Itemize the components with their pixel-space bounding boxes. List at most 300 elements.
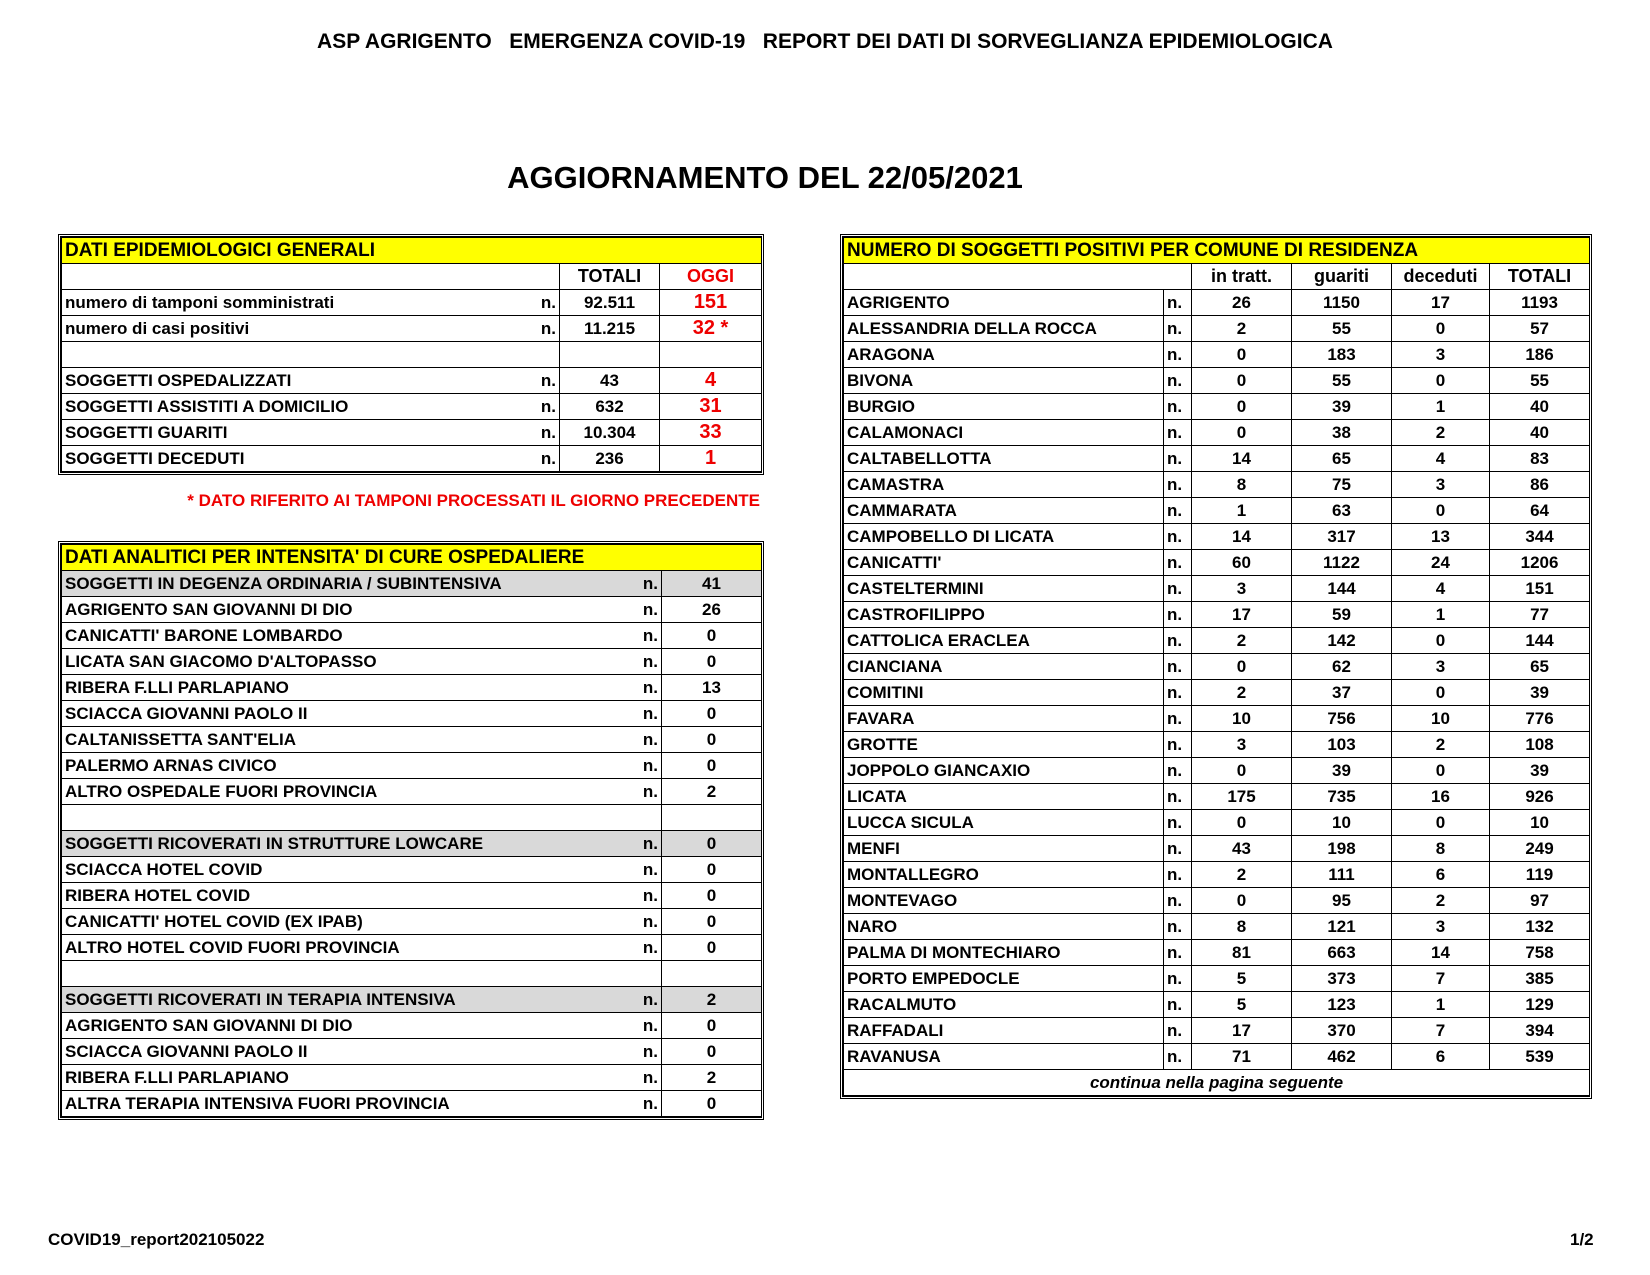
value-deceduti: 2: [1392, 732, 1490, 758]
row-label: LICATA SAN GIACOMO D'ALTOPASSO: [62, 649, 627, 675]
col-deceduti-header: deceduti: [1392, 264, 1490, 290]
value-in-tratt: 0: [1192, 758, 1292, 784]
value-guariti: 370: [1292, 1018, 1392, 1044]
value-totali: 539: [1490, 1044, 1590, 1070]
municipality-row: [844, 888, 1590, 914]
row-totali: 10.304: [560, 420, 660, 446]
value-deceduti: 3: [1392, 472, 1490, 498]
value-totali: 10: [1490, 810, 1590, 836]
value-guariti: 1150: [1292, 290, 1392, 316]
municipality-row: [844, 1018, 1590, 1044]
row-unit: n.: [1164, 628, 1192, 654]
value-in-tratt: 2: [1192, 316, 1292, 342]
row-unit: n.: [532, 290, 560, 316]
general-data-table: [58, 234, 764, 475]
row-value: 2: [662, 779, 762, 805]
value-guariti: 55: [1292, 316, 1392, 342]
row-unit: n.: [1164, 316, 1192, 342]
value-totali: 1193: [1490, 290, 1590, 316]
municipal-data-title: NUMERO DI SOGGETTI POSITIVI PER COMUNE DI RESIDENZA: [844, 238, 1590, 264]
row-unit: n.: [627, 909, 662, 935]
value-in-tratt: 2: [1192, 628, 1292, 654]
value-guariti: 198: [1292, 836, 1392, 862]
value-in-tratt: 2: [1192, 680, 1292, 706]
row-label: SCIACCA GIOVANNI PAOLO II: [62, 1039, 627, 1065]
row-unit: n.: [627, 1065, 662, 1091]
row-unit: n.: [1164, 420, 1192, 446]
municipality-name: MONTEVAGO: [844, 888, 1164, 914]
row-label: SOGGETTI DECEDUTI: [62, 446, 532, 472]
value-guariti: 95: [1292, 888, 1392, 914]
row-unit: n.: [1164, 784, 1192, 810]
general-row: [62, 368, 762, 394]
value-totali: 186: [1490, 342, 1590, 368]
value-totali: 108: [1490, 732, 1590, 758]
value-deceduti: 7: [1392, 1018, 1490, 1044]
continue-row: [844, 1070, 1590, 1096]
row-unit: n.: [1164, 524, 1192, 550]
row-unit: n.: [1164, 758, 1192, 784]
row-unit: n.: [1164, 550, 1192, 576]
value-totali: 144: [1490, 628, 1590, 654]
value-in-tratt: 0: [1192, 368, 1292, 394]
value-in-tratt: 14: [1192, 524, 1292, 550]
municipality-row: [844, 446, 1590, 472]
value-guariti: 103: [1292, 732, 1392, 758]
row-unit: n.: [1164, 914, 1192, 940]
row-label: SCIACCA HOTEL COVID: [62, 857, 627, 883]
value-guariti: 735: [1292, 784, 1392, 810]
municipality-row: [844, 654, 1590, 680]
col-guariti-header: guariti: [1292, 264, 1392, 290]
row-unit: n.: [1164, 992, 1192, 1018]
row-label: CALTANISSETTA SANT'ELIA: [62, 727, 627, 753]
value-in-tratt: 0: [1192, 394, 1292, 420]
row-oggi: [660, 342, 762, 368]
continue-note: continua nella pagina seguente: [844, 1070, 1590, 1096]
value-in-tratt: 1: [1192, 498, 1292, 524]
hospital-row: [62, 935, 762, 961]
value-guariti: 373: [1292, 966, 1392, 992]
value-guariti: 75: [1292, 472, 1392, 498]
hospital-row: [62, 675, 762, 701]
row-totali: 11.215: [560, 316, 660, 342]
value-in-tratt: 71: [1192, 1044, 1292, 1070]
value-guariti: 65: [1292, 446, 1392, 472]
general-row: [62, 420, 762, 446]
municipality-row: [844, 992, 1590, 1018]
value-in-tratt: 26: [1192, 290, 1292, 316]
municipality-row: [844, 316, 1590, 342]
value-guariti: 756: [1292, 706, 1392, 732]
hospital-data-table: [58, 541, 764, 1120]
municipality-name: LUCCA SICULA: [844, 810, 1164, 836]
value-in-tratt: 0: [1192, 654, 1292, 680]
municipality-name: AGRIGENTO: [844, 290, 1164, 316]
value-deceduti: 4: [1392, 446, 1490, 472]
hospital-row: [62, 1065, 762, 1091]
value-guariti: 111: [1292, 862, 1392, 888]
row-unit: n.: [1164, 966, 1192, 992]
row-unit: n.: [627, 1013, 662, 1039]
municipality-row: [844, 1044, 1590, 1070]
row-value: 26: [662, 597, 762, 623]
hospital-row: [62, 857, 762, 883]
row-unit: n.: [532, 446, 560, 472]
value-totali: 758: [1490, 940, 1590, 966]
row-unit: n.: [627, 857, 662, 883]
row-unit: n.: [627, 623, 662, 649]
value-totali: 249: [1490, 836, 1590, 862]
value-in-tratt: 14: [1192, 446, 1292, 472]
row-label: RIBERA F.LLI PARLAPIANO: [62, 675, 627, 701]
value-deceduti: 6: [1392, 862, 1490, 888]
row-label: SOGGETTI ASSISTITI A DOMICILIO: [62, 394, 532, 420]
municipality-row: [844, 576, 1590, 602]
value-in-tratt: 81: [1192, 940, 1292, 966]
row-unit: n.: [627, 597, 662, 623]
row-unit: n.: [627, 649, 662, 675]
row-label: AGRIGENTO SAN GIOVANNI DI DIO: [62, 597, 627, 623]
value-deceduti: 0: [1392, 758, 1490, 784]
value-totali: 394: [1490, 1018, 1590, 1044]
municipality-row: [844, 420, 1590, 446]
value-deceduti: 0: [1392, 368, 1490, 394]
municipality-name: CATTOLICA ERACLEA: [844, 628, 1164, 654]
row-unit: n.: [1164, 654, 1192, 680]
col-totali-header: TOTALI: [560, 264, 660, 290]
value-deceduti: 1: [1392, 394, 1490, 420]
value-deceduti: 2: [1392, 420, 1490, 446]
col-totali-header: TOTALI: [1490, 264, 1590, 290]
hospital-row: [62, 701, 762, 727]
row-unit: n.: [1164, 498, 1192, 524]
row-unit: n.: [532, 316, 560, 342]
municipality-row: [844, 732, 1590, 758]
value-in-tratt: 43: [1192, 836, 1292, 862]
municipality-row: [844, 550, 1590, 576]
value-deceduti: 17: [1392, 290, 1490, 316]
value-guariti: 63: [1292, 498, 1392, 524]
row-label: RIBERA HOTEL COVID: [62, 883, 627, 909]
row-label: PALERMO ARNAS CIVICO: [62, 753, 627, 779]
row-unit: n.: [627, 883, 662, 909]
row-label: ALTRA TERAPIA INTENSIVA FUORI PROVINCIA: [62, 1091, 627, 1117]
row-totali: [560, 342, 660, 368]
value-deceduti: 24: [1392, 550, 1490, 576]
hospital-row: [62, 597, 762, 623]
municipality-name: ALESSANDRIA DELLA ROCCA: [844, 316, 1164, 342]
row-unit: n.: [1164, 368, 1192, 394]
value-deceduti: 3: [1392, 342, 1490, 368]
row-value: 0: [662, 909, 762, 935]
footer-page-number: 1/2: [1570, 1230, 1594, 1249]
municipality-name: CALAMONACI: [844, 420, 1164, 446]
value-totali: 776: [1490, 706, 1590, 732]
value-totali: 132: [1490, 914, 1590, 940]
value-in-tratt: 0: [1192, 810, 1292, 836]
municipality-row: [844, 524, 1590, 550]
value-in-tratt: 2: [1192, 862, 1292, 888]
row-unit: n.: [532, 420, 560, 446]
value-deceduti: 14: [1392, 940, 1490, 966]
row-oggi: 31: [660, 394, 762, 420]
municipality-name: BIVONA: [844, 368, 1164, 394]
row-value: 0: [662, 649, 762, 675]
value-totali: 40: [1490, 420, 1590, 446]
value-deceduti: 13: [1392, 524, 1490, 550]
value-deceduti: 8: [1392, 836, 1490, 862]
row-label: CANICATTI' BARONE LOMBARDO: [62, 623, 627, 649]
row-unit: n.: [627, 779, 662, 805]
row-unit: n.: [1164, 680, 1192, 706]
municipality-name: ARAGONA: [844, 342, 1164, 368]
row-unit: n.: [627, 753, 662, 779]
row-unit: n.: [1164, 940, 1192, 966]
value-totali: 57: [1490, 316, 1590, 342]
value-guariti: 183: [1292, 342, 1392, 368]
municipality-row: [844, 862, 1590, 888]
municipality-row: [844, 498, 1590, 524]
footnote: * DATO RIFERITO AI TAMPONI PROCESSATI IL GIORNO PRECEDENTE: [187, 491, 760, 510]
municipality-name: GROTTE: [844, 732, 1164, 758]
row-value: 0: [662, 1039, 762, 1065]
hospital-group-row: [62, 571, 762, 597]
value-totali: 1206: [1490, 550, 1590, 576]
row-label: CANICATTI' HOTEL COVID (EX IPAB): [62, 909, 627, 935]
row-value: 41: [662, 571, 762, 597]
value-in-tratt: 17: [1192, 602, 1292, 628]
hospital-row: [62, 1013, 762, 1039]
row-oggi: 32 *: [660, 316, 762, 342]
row-unit: n.: [627, 1091, 662, 1117]
row-value: 0: [662, 1013, 762, 1039]
row-label: [62, 961, 627, 987]
general-row: [62, 446, 762, 472]
row-label: AGRIGENTO SAN GIOVANNI DI DIO: [62, 1013, 627, 1039]
row-unit: n.: [532, 394, 560, 420]
value-deceduti: 0: [1392, 628, 1490, 654]
general-data-title: DATI EPIDEMIOLOGICI GENERALI: [62, 238, 762, 264]
value-deceduti: 2: [1392, 888, 1490, 914]
row-unit: n.: [1164, 862, 1192, 888]
row-value: 0: [662, 727, 762, 753]
value-guariti: 38: [1292, 420, 1392, 446]
municipality-row: [844, 836, 1590, 862]
municipal-header-blank: [844, 264, 1192, 290]
row-unit: n.: [1164, 472, 1192, 498]
municipality-name: BURGIO: [844, 394, 1164, 420]
value-guariti: 462: [1292, 1044, 1392, 1070]
row-label: SOGGETTI GUARITI: [62, 420, 532, 446]
value-guariti: 10: [1292, 810, 1392, 836]
row-totali: 236: [560, 446, 660, 472]
row-value: 13: [662, 675, 762, 701]
row-label: SOGGETTI RICOVERATI IN STRUTTURE LOWCARE: [62, 831, 627, 857]
hospital-row: [62, 623, 762, 649]
municipality-row: [844, 784, 1590, 810]
value-deceduti: 3: [1392, 654, 1490, 680]
hospital-row: [62, 649, 762, 675]
value-deceduti: 0: [1392, 810, 1490, 836]
value-guariti: 39: [1292, 394, 1392, 420]
value-totali: 344: [1490, 524, 1590, 550]
row-oggi: 4: [660, 368, 762, 394]
general-row: [62, 316, 762, 342]
value-in-tratt: 8: [1192, 472, 1292, 498]
value-totali: 40: [1490, 394, 1590, 420]
value-in-tratt: 10: [1192, 706, 1292, 732]
value-totali: 55: [1490, 368, 1590, 394]
row-value: 2: [662, 1065, 762, 1091]
value-in-tratt: 60: [1192, 550, 1292, 576]
row-value: 0: [662, 701, 762, 727]
hospital-row: [62, 753, 762, 779]
row-unit: n.: [1164, 706, 1192, 732]
municipality-row: [844, 758, 1590, 784]
municipality-row: [844, 472, 1590, 498]
footer-filename: COVID19_report202105022: [48, 1230, 265, 1249]
row-label: SOGGETTI RICOVERATI IN TERAPIA INTENSIVA: [62, 987, 627, 1013]
municipality-row: [844, 394, 1590, 420]
row-unit: n.: [1164, 732, 1192, 758]
value-totali: 385: [1490, 966, 1590, 992]
municipality-row: [844, 368, 1590, 394]
municipality-name: CASTROFILIPPO: [844, 602, 1164, 628]
municipality-name: COMITINI: [844, 680, 1164, 706]
row-label: ALTRO OSPEDALE FUORI PROVINCIA: [62, 779, 627, 805]
municipality-row: [844, 680, 1590, 706]
row-label: SOGGETTI IN DEGENZA ORDINARIA / SUBINTENSIVA: [62, 571, 627, 597]
value-in-tratt: 0: [1192, 888, 1292, 914]
value-in-tratt: 175: [1192, 784, 1292, 810]
municipality-name: CAMPOBELLO DI LICATA: [844, 524, 1164, 550]
value-in-tratt: 17: [1192, 1018, 1292, 1044]
value-totali: 39: [1490, 758, 1590, 784]
hospital-row: [62, 883, 762, 909]
row-unit: n.: [1164, 1044, 1192, 1070]
value-in-tratt: 3: [1192, 732, 1292, 758]
value-deceduti: 1: [1392, 992, 1490, 1018]
row-value: 0: [662, 857, 762, 883]
value-totali: 119: [1490, 862, 1590, 888]
row-unit: n.: [627, 727, 662, 753]
value-in-tratt: 0: [1192, 342, 1292, 368]
municipality-row: [844, 940, 1590, 966]
value-guariti: 55: [1292, 368, 1392, 394]
municipality-name: RAFFADALI: [844, 1018, 1164, 1044]
row-label: numero di tamponi somministrati: [62, 290, 532, 316]
row-unit: [532, 342, 560, 368]
municipality-row: [844, 602, 1590, 628]
municipality-name: MONTALLEGRO: [844, 862, 1164, 888]
value-guariti: 663: [1292, 940, 1392, 966]
row-unit: [627, 805, 662, 831]
value-deceduti: 0: [1392, 498, 1490, 524]
value-deceduti: 10: [1392, 706, 1490, 732]
hospital-data-title: DATI ANALITICI PER INTENSITA' DI CURE OSPEDALIERE: [62, 545, 762, 571]
value-totali: 926: [1490, 784, 1590, 810]
row-oggi: 33: [660, 420, 762, 446]
value-guariti: 123: [1292, 992, 1392, 1018]
municipality-name: CAMASTRA: [844, 472, 1164, 498]
col-oggi-header: OGGI: [660, 264, 762, 290]
row-unit: n.: [1164, 342, 1192, 368]
row-value: 0: [662, 935, 762, 961]
value-in-tratt: 0: [1192, 420, 1292, 446]
municipality-name: JOPPOLO GIANCAXIO: [844, 758, 1164, 784]
municipality-row: [844, 706, 1590, 732]
municipality-name: PALMA DI MONTECHIARO: [844, 940, 1164, 966]
value-totali: 151: [1490, 576, 1590, 602]
update-date-title: AGGIORNAMENTO DEL 22/05/2021: [507, 160, 1023, 195]
report-header: ASP AGRIGENTO EMERGENZA COVID-19 REPORT DEI DATI DI SORVEGLIANZA EPIDEMIOLOGICA: [317, 30, 1333, 53]
row-label: SOGGETTI OSPEDALIZZATI: [62, 368, 532, 394]
value-deceduti: 3: [1392, 914, 1490, 940]
row-unit: n.: [532, 368, 560, 394]
municipality-name: RACALMUTO: [844, 992, 1164, 1018]
value-totali: 64: [1490, 498, 1590, 524]
value-deceduti: 4: [1392, 576, 1490, 602]
hospital-group-row: [62, 987, 762, 1013]
row-unit: n.: [1164, 576, 1192, 602]
row-unit: [627, 961, 662, 987]
value-guariti: 59: [1292, 602, 1392, 628]
row-unit: n.: [1164, 446, 1192, 472]
row-unit: n.: [627, 987, 662, 1013]
row-unit: n.: [1164, 888, 1192, 914]
row-label: SCIACCA GIOVANNI PAOLO II: [62, 701, 627, 727]
municipality-name: NARO: [844, 914, 1164, 940]
municipality-name: CASTELTERMINI: [844, 576, 1164, 602]
row-label: RIBERA F.LLI PARLAPIANO: [62, 1065, 627, 1091]
hospital-row: [62, 909, 762, 935]
municipality-row: [844, 966, 1590, 992]
municipality-name: CIANCIANA: [844, 654, 1164, 680]
row-unit: n.: [627, 701, 662, 727]
value-deceduti: 0: [1392, 680, 1490, 706]
municipality-name: CANICATTI': [844, 550, 1164, 576]
general-row: [62, 290, 762, 316]
row-totali: 43: [560, 368, 660, 394]
row-value: 0: [662, 883, 762, 909]
row-value: 0: [662, 623, 762, 649]
hospital-row: [62, 1039, 762, 1065]
value-in-tratt: 8: [1192, 914, 1292, 940]
municipality-name: RAVANUSA: [844, 1044, 1164, 1070]
row-unit: n.: [1164, 394, 1192, 420]
col-in-tratt-header: in tratt.: [1192, 264, 1292, 290]
row-value: [662, 961, 762, 987]
municipality-row: [844, 342, 1590, 368]
value-guariti: 37: [1292, 680, 1392, 706]
municipality-name: MENFI: [844, 836, 1164, 862]
hospital-row: [62, 727, 762, 753]
hospital-row: [62, 805, 762, 831]
value-guariti: 1122: [1292, 550, 1392, 576]
hospital-row: [62, 961, 762, 987]
value-deceduti: 0: [1392, 316, 1490, 342]
municipality-name: PORTO EMPEDOCLE: [844, 966, 1164, 992]
row-unit: n.: [1164, 602, 1192, 628]
value-totali: 65: [1490, 654, 1590, 680]
value-deceduti: 1: [1392, 602, 1490, 628]
value-deceduti: 7: [1392, 966, 1490, 992]
row-value: [662, 805, 762, 831]
municipality-row: [844, 914, 1590, 940]
municipality-name: FAVARA: [844, 706, 1164, 732]
row-value: 0: [662, 1091, 762, 1117]
